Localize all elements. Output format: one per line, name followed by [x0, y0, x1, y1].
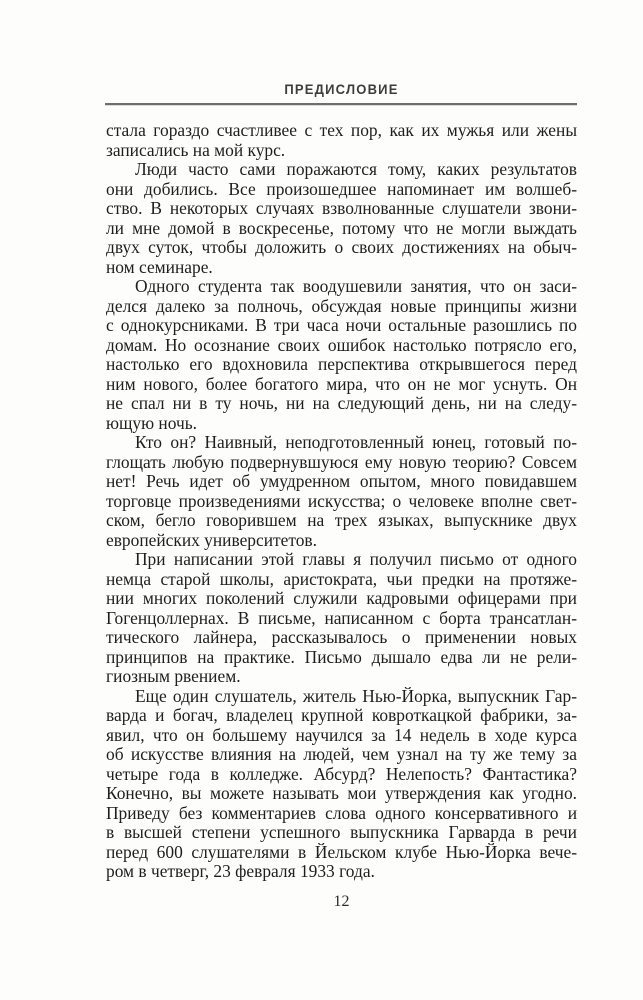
text-line: Кто он? Наивный, неподготовленный юнец, готовый по-	[135, 433, 577, 452]
text-line: европейских университетов.	[106, 530, 317, 550]
text-line: ли мне домой в воскресенье, потому что не могли выждать	[106, 218, 577, 238]
text-line: Гогенцоллернах. В письме, написанном с борта трансатлан-	[106, 608, 577, 628]
text-line: торговце произведениями искусства; о человеке вполне свет-	[106, 491, 577, 511]
text-line: Одного студента так воодушевили занятия, что он заси-	[135, 277, 577, 296]
text-line: нет! Речь идет об умудренном опытом, много повидавшем	[106, 472, 577, 491]
text-line: Люди часто сами поражаются тому, каких результатов	[135, 160, 577, 179]
paragraph	[106, 121, 577, 160]
text-line: четыре года в колледже. Абсурд? Нелепость? Фантастика?	[106, 764, 577, 784]
text-line: ним нового, более богатого мира, что он не мог уснуть. Он	[106, 374, 577, 394]
body-text	[106, 121, 577, 882]
text-line: ском, бегло говорившем на трех языках, выпускнике двух	[106, 511, 577, 530]
text-line: ющую ночь.	[106, 413, 197, 433]
text-line: Приведу без комментариев слова одного консервативного и	[106, 803, 577, 823]
paragraph	[106, 550, 577, 687]
text-line: ром в четверг, 23 февраля 1933 года.	[106, 862, 375, 881]
header-divider	[105, 103, 577, 106]
text-line: варда и богач, владелец крупной ковроткацкой фабрики, за-	[106, 706, 577, 725]
text-line: тического лайнера, рассказывалось о применении новых	[106, 628, 577, 647]
text-line: немца старой школы, аристократа, чьи предки на протяже-	[106, 569, 577, 589]
text-line: гиозным рвением.	[106, 667, 241, 686]
text-line: об искусстве влияния на людей, чем узнал на ту же тему за	[106, 745, 577, 764]
text-line: явил, что он большему научился за 14 недель в ходе курса	[106, 725, 577, 745]
paragraph	[106, 687, 577, 882]
text-line: нии многих поколений служили кадровыми офицерами при	[106, 589, 577, 608]
text-line: в высшей степени успешного выпускника Гарварда в речи	[106, 823, 577, 842]
text-line: двух суток, чтобы доложить о своих достижениях на обыч-	[106, 238, 577, 257]
text-line: ном семинаре.	[106, 257, 213, 277]
page-number: 12	[333, 893, 350, 910]
text-line: с однокурсниками. В три часа ночи остальные разошлись по	[106, 316, 577, 335]
text-line: При написании этой главы я получил письмо от одного	[135, 550, 577, 569]
paragraph	[106, 277, 577, 433]
text-line: Конечно, вы можете называть мои утверждения как угодно.	[106, 784, 577, 803]
text-line: домам. Но осознание своих ошибок настолько потрясло его,	[106, 335, 577, 355]
paragraph	[106, 160, 577, 277]
text-line: ство. В некоторых случаях взволнованные слушатели звони-	[106, 199, 577, 218]
text-line: перед 600 слушателями в Йельском клубе Нью-Йорка вече-	[106, 842, 577, 862]
running-head: ПРЕДИСЛОВИЕ	[284, 81, 399, 98]
text-line: глощать любую подвернувшуюся ему новую теорию? Совсем	[106, 452, 577, 472]
text-line: записались на мой курс.	[106, 140, 286, 160]
text-line: не спал ни в ту ночь, ни на следующий день, ни на следу-	[106, 394, 577, 413]
text-line: принципов на практике. Письмо дышало едва ли не рели-	[106, 647, 577, 667]
text-line: стала гораздо счастливее с тех пор, как их мужья или жены	[106, 121, 577, 140]
text-line: настолько его вдохновила перспектива открывшегося перед	[106, 355, 577, 374]
paragraph	[106, 433, 577, 550]
text-line: они добились. Все произошедшее напоминает им волшеб-	[106, 179, 577, 199]
text-line: делся далеко за полночь, обсуждая новые принципы жизни	[106, 296, 577, 316]
text-line: Еще один слушатель, житель Нью-Йорка, выпускник Гар-	[135, 686, 577, 706]
